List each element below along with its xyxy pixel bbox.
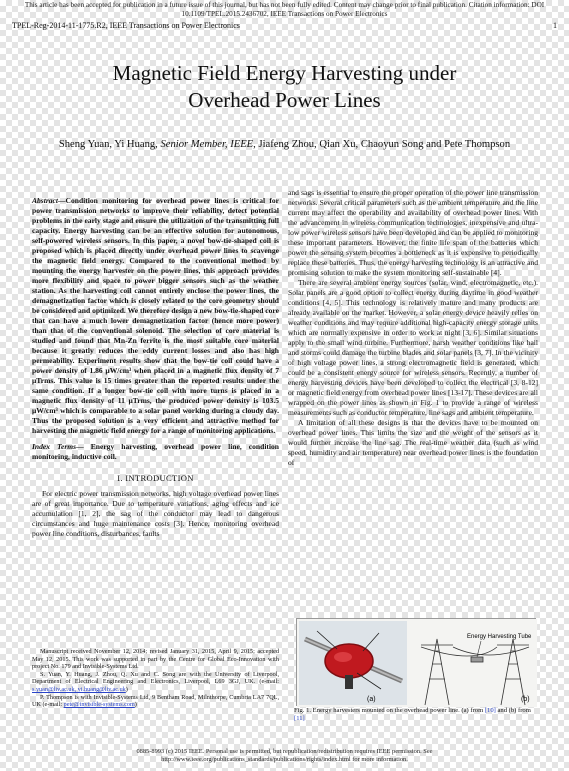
harvester-photo [299,621,407,705]
running-head-left: TPEL-Reg-2014-11-1775.R2, IEEE Transactions on Power Electronics [12,21,240,30]
index-terms-text: — Energy harvesting, overhead power line, condition monitoring, inductive coil. [32,442,279,462]
caption-ref-10[interactable]: [10] [484,707,496,714]
copyright-line-2: http://www.ieee.org/publications_standards/publications/rights/index.html for more information. [161,756,408,763]
copyright-notice [0,748,569,764]
figure-1-illustration [297,619,537,707]
figure-1-caption: Fig. 1. Energy harvesters mounted on the overhead power line. (a) from [10] and (b) from [11] [294,707,531,722]
footnote-manuscript: Manuscript received November 12, 2014; revised January 31, 2015, April 9, 2015; accepted May 12, 2015. This work was supported in part by the Centre for Global Eco-Innovation with project No. 179 and Invisible-Systems Ltd. [32,648,279,671]
right-column [288,188,538,468]
publication-notice [0,1,569,18]
right-paragraph-1: and sags is essential to ensure the proper operation of the power line transmission networks. Several critical parameters such as the ambient temperature and the line current may affect the operability and availability of overhead power lines. With the advancement in wireless communication technologies, inexpensive and ultra-low power wireless sensors have been developed and can be applied to monitoring these important parameters. However, the finite life span of the batteries which power the sensing system becomes a bottleneck as it is expensive to periodically replace these batteries. Thus, the energy harvesting technology is an attractive and promising solution to make the system monitoring self-sustainable [4]. [288,188,538,278]
footnote-thompson: P. Thompson is with Invisible-Systems Ltd, 9 Bentham Road, Milnthorpe, Cumbria LA7 7QL, UK (e-mail: pete@invisible-systems.com) [32,693,279,709]
index-terms [32,442,279,462]
abstract-text: —Condition monitoring for overhead power lines is critical for power transmission networks to improve their reliability, detect potential problems in the early stage and ensure the utilization of the transmitting full capacity. Energy harvesting can be an effective solution for autonomous, self-powered wireless sensors. In this paper, a novel bow-tie-shaped coil is proposed which is placed directly under overhead power lines to scavenge the magnetic field energy. Compared to the conventional method by mounting the energy harvester on the power lines, this approach provides more flexibility and space to power bigger sensors such as the weather station. As the harvesting coil cannot entirely enclose the power lines, the demagnetization factor which is closely related to the core geometry should be considered and optimized. We therefore design a new bow-tie-shaped core that can have a much lower demagnetization factor (hence more power) than that of the conventional solenoid. The selection of core material is studied and found that Mn-Zn ferrite is the most suitable core material because it greatly reduces the eddy current losses and also has high permeability. Experiment results show that the bow-tie coil could have a power density of 1.86 μW/cm³ when placed in a magnetic flux density of 7 μTrms. This value is 15 times greater than the reported results under the same condition. If a longer bow-tie coil with more turns is placed in a magnetic flux density of 11 μTrms, the produced power density is 103.5 μW/cm³ which is comparable to a solar panel working during a cloudy day. Thus the proposed solution is a very efficient and attractive method for harvesting the magnetic field energy for a range of monitoring applications. [32,196,279,436]
author-role: Senior Member, IEEE [160,139,254,150]
section-heading-introduction: I. INTRODUCTION [117,473,194,484]
right-paragraph-3: A limitation of all these designs is that the devices have to be mounted on overhead power lines. This limits the size and the weight of the sensors as it would further increase the line sag. The real-time weather data (such as wind speed, humidity and air temperature) near overhead power lines is the foundation of [288,418,538,468]
caption-ref-11[interactable]: [11] [294,715,305,722]
title-line-2: Overhead Power Lines [188,88,381,112]
figure-label-a: (a) [367,696,376,703]
abstract [32,196,279,436]
authors-part-1: Sheng Yuan, Yi Huang, [58,139,161,150]
intro-paragraph: For electric power transmission networks, high voltage overhead power lines are of great importance. Due to temperature variations, aging effects and ice accumulation [1, 2], the sag of the conductor may lead to dangerous circumstances and huge maintenance costs [3]. Hence, monitoring overhead power line conditions, disturbances, faults [32,489,279,539]
right-paragraph-2: There are several ambient energy sources (solar, wind, electromagnetic, etc.). Solar panels are a good option to collect energy during daytime in good weather conditions [4, 5]. This technology is relatively mature and many products are already available on the market. However, a solar energy device heavily relies on weather conditions and may require additional high-capacity energy storage units which are normally expensive in order to work at night [3, 6]. Similar situations apply to the small wind turbine. Furthermore, harsh weather conditions like hail and storms could damage the turbine blades and solar panels [3, 7]. In the vicinity of high voltage power lines, a strong electromagnetic field is generated, which could be a consistent energy source for wireless sensors. Recently, a number of energy harvesting devices have been developed to collect the electrical [3, 8-12] or magnetic field energy from overhead power lines [13-17]. These devices are all wrapped on the power lines as shown in Fig. 1 to provide a range of wireless measurements such as conductor temperature, line sags and ambient temperature. [288,278,538,418]
page-number: 1 [553,21,557,30]
figure-label-b: (b) [521,696,530,703]
title-line-1: Magnetic Field Energy Harvesting under [112,61,457,85]
footnote-affiliation: S. Yuan, Y. Huang, J. Zhou, Q. Xu and C. Song are with the University of Liverpool, Department of Electrical Engineering and Electronics, Liverpool, L69 3GJ, UK. (e-mail: s.yuan@liv.ac.uk, yi.huang@liv.ac.uk) [32,670,279,693]
figure-1 [296,618,536,706]
running-head [12,21,557,30]
notice-line-2: 10.1109/TPEL.2015.2436702, IEEE Transactions on Power Electronics [181,9,388,18]
tube-label: Energy Harvesting Tube [467,634,532,640]
email-link-thompson[interactable]: pete@invisible-systems.com [63,701,135,709]
copyright-line-1: 0885-8993 (c) 2015 IEEE. Personal use is permitted, but republication/redistribution requires IEEE permission. See [136,748,433,755]
abstract-label: Abstract [32,196,58,205]
authors-part-2: , Jiafeng Zhou, Qian Xu, Chaoyun Song and Pete Thompson [253,139,511,150]
email-link-authors[interactable]: s.yuan@liv.ac.uk, yi.huang@liv.ac.uk [32,685,126,693]
author-list [50,138,519,152]
notice-line-1: This article has been accepted for publication in a future issue of this journal, but has not been fully edited. Content may change prior to final publication. Citation information: DOI [24,1,545,9]
paper-title [30,60,539,114]
index-terms-label: Index Terms [32,442,77,452]
left-column [32,196,279,540]
footnotes [32,648,279,709]
